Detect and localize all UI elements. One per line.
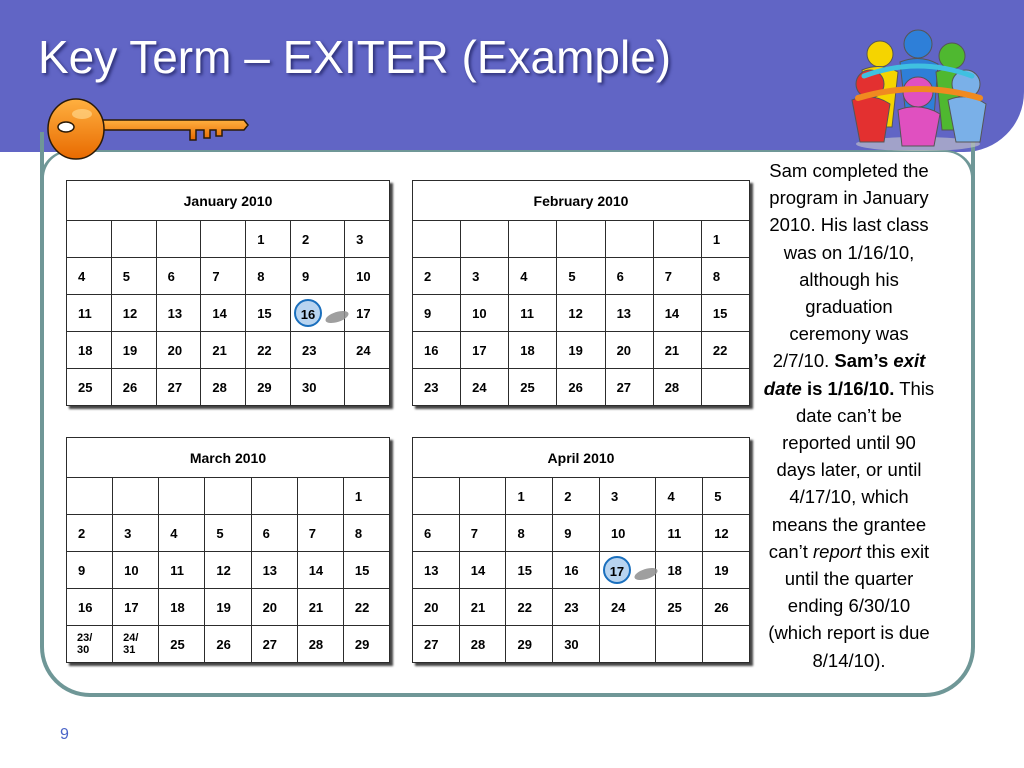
calendar-day: 8: [506, 515, 553, 552]
calendar-day: 4: [159, 515, 205, 552]
calendar-empty-cell: [413, 221, 461, 258]
calendar-empty-cell: [461, 221, 509, 258]
calendar-week-row: [67, 369, 390, 406]
highlighted-day-circle: 16: [294, 299, 322, 327]
calendar-day: 2: [553, 478, 600, 515]
calendar-day: 15: [701, 295, 749, 332]
calendar-day: 17: [113, 589, 159, 626]
calendar-day: 2: [290, 221, 344, 258]
calendar-day: 11: [67, 295, 112, 332]
calendar-month-title: January 2010: [67, 181, 390, 221]
calendar-day: 24/ 31: [113, 626, 159, 663]
calendar-day: 24: [345, 332, 390, 369]
calendar-week-row: [413, 332, 750, 369]
calendar-day: 11: [159, 552, 205, 589]
calendar-day: 28: [653, 369, 701, 406]
note-text-1: Sam completed the program in January 2010. His last class was on 1/16/10, although his graduation ceremony was 2/7/10.: [769, 160, 929, 372]
calendar-day: 27: [156, 369, 201, 406]
calendar-week-row: [67, 332, 390, 369]
calendar-day: 22: [701, 332, 749, 369]
calendar-day: 4: [509, 258, 557, 295]
calendar-empty-cell: [113, 478, 159, 515]
calendar-week-row: [67, 589, 390, 626]
calendar-day: 21: [459, 589, 506, 626]
calendar-day: 12: [111, 295, 156, 332]
calendar-day: 7: [297, 515, 343, 552]
calendar-empty-cell: [251, 478, 297, 515]
calendar-empty-cell: [345, 369, 390, 406]
calendar-empty-cell: [67, 221, 112, 258]
calendar-day: 16: [553, 552, 600, 589]
calendar-day: 23: [413, 369, 461, 406]
calendar-day: 19: [557, 332, 605, 369]
calendar-week-row: [413, 589, 750, 626]
calendar-empty-cell: [111, 221, 156, 258]
calendar-week-row: [413, 369, 750, 406]
calendar-week-row: [67, 221, 390, 258]
calendar-day: [290, 295, 344, 332]
calendar-day: 9: [553, 515, 600, 552]
explanation-text: [763, 157, 935, 674]
calendar-day: 13: [605, 295, 653, 332]
calendar-day: 21: [653, 332, 701, 369]
highlighted-day-circle: 17: [603, 556, 631, 584]
calendar-day: 27: [251, 626, 297, 663]
calendar-week-row: [67, 478, 390, 515]
calendar-day: 1: [701, 221, 749, 258]
calendar-empty-cell: [557, 221, 605, 258]
note-text-4: this exit until the quarter ending 6/30/10 (which report is due 8/14/10).: [768, 540, 930, 671]
calendar-day: 30: [290, 369, 344, 406]
key-icon: [44, 96, 249, 166]
calendar-empty-cell: [653, 221, 701, 258]
calendar-day: 9: [290, 258, 344, 295]
calendar-day: 26: [557, 369, 605, 406]
calendar-day: 17: [461, 332, 509, 369]
calendar-week-row: [413, 221, 750, 258]
calendar-day: 6: [605, 258, 653, 295]
calendar-day: 2: [413, 258, 461, 295]
note-bold-italic: exit date: [763, 350, 926, 399]
calendar-day: 6: [251, 515, 297, 552]
calendar-week-row: [413, 515, 750, 552]
calendar-day: 14: [297, 552, 343, 589]
calendar-day: 15: [246, 295, 291, 332]
calendar-day: 22: [506, 589, 553, 626]
calendar-week-row: [413, 626, 750, 663]
calendar-day: 23/ 30: [67, 626, 113, 663]
calendar-empty-cell: [459, 478, 506, 515]
calendar-empty-cell: [201, 221, 246, 258]
calendar-day: 11: [656, 515, 703, 552]
calendar-day: 5: [703, 478, 750, 515]
calendar-week-row: [67, 295, 390, 332]
calendar-day: 29: [246, 369, 291, 406]
calendar-march: [66, 437, 390, 663]
calendar-day: 5: [111, 258, 156, 295]
calendar-day: 6: [156, 258, 201, 295]
calendar-empty-cell: [701, 369, 749, 406]
calendar-day: 8: [343, 515, 389, 552]
calendar-empty-cell: [205, 478, 251, 515]
calendar-day: 8: [701, 258, 749, 295]
calendar-day: 15: [506, 552, 553, 589]
calendar-day: 25: [67, 369, 112, 406]
calendar-day: [599, 552, 656, 589]
calendar-day: 11: [509, 295, 557, 332]
calendar-day: 16: [413, 332, 461, 369]
calendar-day: 2: [67, 515, 113, 552]
calendar-day: 27: [605, 369, 653, 406]
calendar-day: 26: [111, 369, 156, 406]
calendar-day: 7: [459, 515, 506, 552]
calendar-day: 24: [599, 589, 656, 626]
calendar-day: 29: [343, 626, 389, 663]
calendar-day: 7: [201, 258, 246, 295]
calendar-day: 3: [113, 515, 159, 552]
calendar-january: [66, 180, 390, 406]
calendar-day: 19: [205, 589, 251, 626]
calendar-day: 20: [413, 589, 460, 626]
calendar-day: 21: [201, 332, 246, 369]
calendar-day: 7: [653, 258, 701, 295]
calendar-day: 25: [509, 369, 557, 406]
calendar-day: 20: [605, 332, 653, 369]
calendar-day: 22: [246, 332, 291, 369]
calendar-day: 12: [557, 295, 605, 332]
people-circle-icon: [840, 22, 995, 152]
calendar-month-title: April 2010: [413, 438, 750, 478]
calendar-day: 29: [506, 626, 553, 663]
calendar-day: 9: [413, 295, 461, 332]
calendar-day: 3: [461, 258, 509, 295]
calendar-week-row: [413, 552, 750, 589]
calendar-day: 19: [111, 332, 156, 369]
calendar-day: 8: [246, 258, 291, 295]
calendar-day: 26: [703, 589, 750, 626]
calendar-february: [412, 180, 750, 406]
calendar-empty-cell: [599, 626, 656, 663]
calendar-empty-cell: [156, 221, 201, 258]
calendar-day: 5: [557, 258, 605, 295]
calendar-day: 1: [246, 221, 291, 258]
calendar-empty-cell: [297, 478, 343, 515]
calendar-week-row: [67, 515, 390, 552]
calendar-day: 13: [156, 295, 201, 332]
calendar-empty-cell: [656, 626, 703, 663]
calendar-day: 28: [201, 369, 246, 406]
calendar-day: 26: [205, 626, 251, 663]
note-text-3: This date can’t be reported until 90 days later, or until 4/17/10, which means the grantee can’t: [768, 377, 935, 562]
calendar-day: 12: [703, 515, 750, 552]
calendar-empty-cell: [67, 478, 113, 515]
calendar-day: 22: [343, 589, 389, 626]
calendar-day: 28: [297, 626, 343, 663]
calendar-week-row: [67, 552, 390, 589]
calendar-empty-cell: [413, 478, 460, 515]
calendar-day: 25: [656, 589, 703, 626]
calendar-day: 28: [459, 626, 506, 663]
calendar-day: 18: [656, 552, 703, 589]
calendar-empty-cell: [703, 626, 750, 663]
calendar-april: [412, 437, 750, 663]
calendar-empty-cell: [159, 478, 205, 515]
calendar-day: 13: [251, 552, 297, 589]
calendar-day: 27: [413, 626, 460, 663]
calendar-day: 10: [113, 552, 159, 589]
calendar-day: 30: [553, 626, 600, 663]
calendar-day: 18: [509, 332, 557, 369]
calendar-day: 16: [67, 589, 113, 626]
calendar-day: 9: [67, 552, 113, 589]
calendar-empty-cell: [509, 221, 557, 258]
calendar-day: 12: [205, 552, 251, 589]
calendar-day: 20: [251, 589, 297, 626]
calendar-day: 19: [703, 552, 750, 589]
calendar-day: 3: [599, 478, 656, 515]
calendar-day: 10: [345, 258, 390, 295]
calendar-day: 3: [345, 221, 390, 258]
calendar-day: 20: [156, 332, 201, 369]
calendar-week-row: [413, 295, 750, 332]
page-number: 9: [60, 726, 69, 743]
calendar-day: 6: [413, 515, 460, 552]
calendar-day: 14: [459, 552, 506, 589]
calendar-day: 10: [461, 295, 509, 332]
calendar-day: 15: [343, 552, 389, 589]
highlight-shadow: [633, 566, 659, 583]
calendar-day: 23: [290, 332, 344, 369]
calendar-week-row: [67, 258, 390, 295]
calendar-day: 18: [159, 589, 205, 626]
calendar-day: 14: [653, 295, 701, 332]
calendar-week-row: [413, 258, 750, 295]
calendar-day: 18: [67, 332, 112, 369]
calendar-day: 10: [599, 515, 656, 552]
calendar-month-title: March 2010: [67, 438, 390, 478]
calendar-week-row: [413, 478, 750, 515]
calendar-day: 25: [159, 626, 205, 663]
calendar-day: 23: [553, 589, 600, 626]
calendar-day: 1: [506, 478, 553, 515]
calendar-day: 17: [345, 295, 390, 332]
calendar-day: 4: [67, 258, 112, 295]
calendar-empty-cell: [605, 221, 653, 258]
calendar-month-title: February 2010: [413, 181, 750, 221]
slide-title: Key Term – EXITER (Example): [38, 31, 672, 83]
note-bold-b: is 1/16/10.: [801, 377, 895, 399]
calendar-day: 21: [297, 589, 343, 626]
note-italic-report: report: [813, 540, 862, 562]
calendar-day: 5: [205, 515, 251, 552]
calendar-day: 14: [201, 295, 246, 332]
calendar-day: 1: [343, 478, 389, 515]
note-bold-a: Sam’s: [834, 350, 894, 372]
calendar-day: 4: [656, 478, 703, 515]
calendar-day: 24: [461, 369, 509, 406]
calendar-day: 13: [413, 552, 460, 589]
calendar-week-row: [67, 626, 390, 663]
